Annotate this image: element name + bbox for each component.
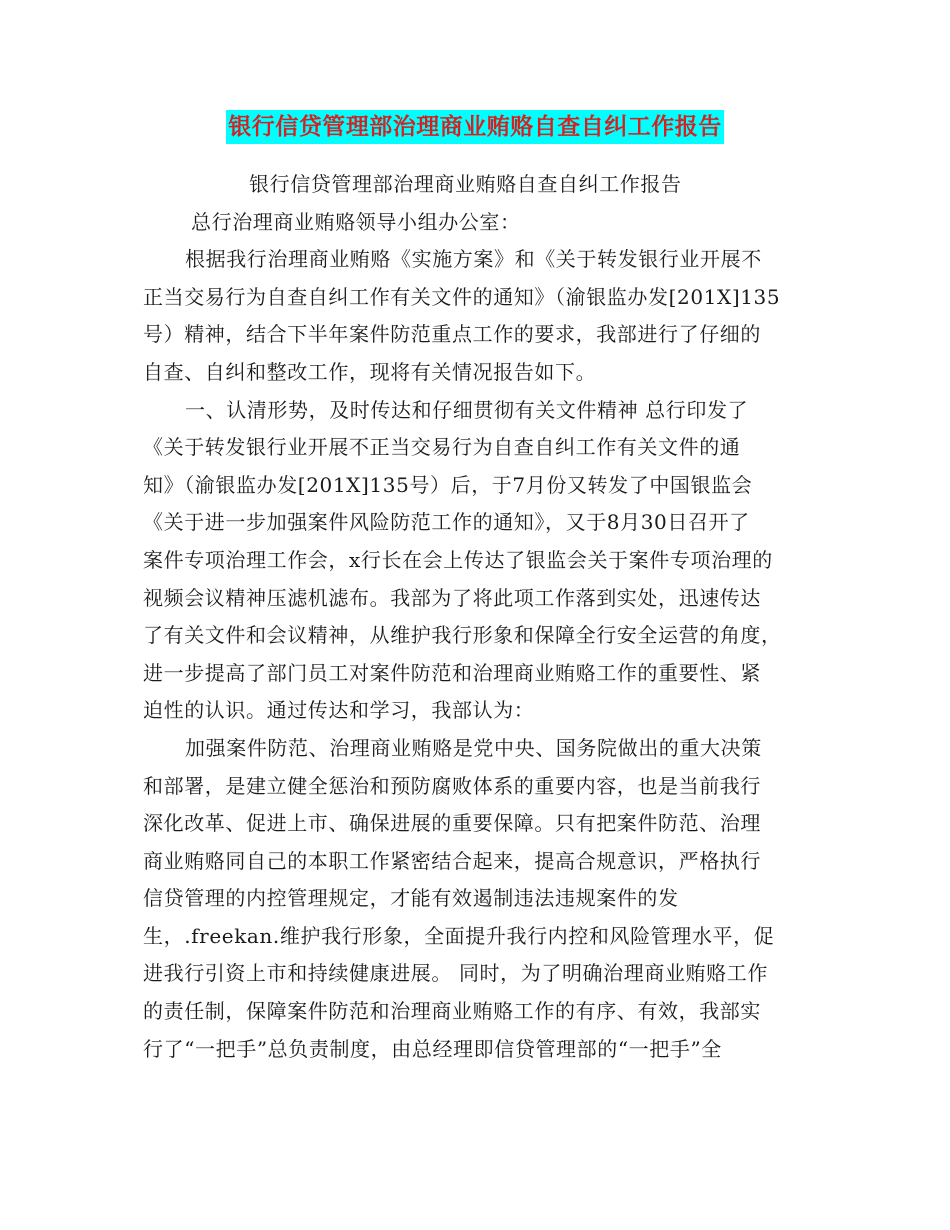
document-title: 银行信贷管理部治理商业贿赂自查自纠工作报告	[226, 110, 724, 144]
paragraph-line: 生，.freekan.维护我行形象，全面提升我行内控和风险管理水平，促	[143, 923, 775, 948]
paragraph-line: 迫性的认识。通过传达和学习，我部认为：	[143, 698, 535, 723]
paragraph-line: 知》（渝银监办发[201X]135号）后，于7月份又转发了中国银监会	[143, 472, 753, 497]
paragraph-line: 案件专项治理工作会，x行长在会上传达了银监会关于案件专项治理的	[143, 547, 773, 572]
paragraph-line: 深化改革、促进上市、确保进展的重要保障。只有把案件防范、治理	[143, 811, 761, 836]
paragraph-line: 根据我行治理商业贿赂《实施方案》和《关于转发银行业开展不	[185, 247, 762, 272]
paragraph-line: 商业贿赂同自己的本职工作紧密结合起来，提高合规意识，严格执行	[143, 848, 761, 873]
subtitle-line: 银行信贷管理部治理商业贿赂自查自纠工作报告	[249, 172, 682, 196]
paragraph-line: 视频会议精神压滤机滤布。我部为了将此项工作落到实处，迅速传达	[143, 585, 761, 610]
paragraph-line: 进一步提高了部门员工对案件防范和治理商业贿赂工作的重要性、紧	[143, 660, 761, 685]
paragraph-line: 了有关文件和会议精神，从维护我行形象和保障全行安全运营的角度，	[143, 623, 782, 648]
paragraph-line: 自查、自纠和整改工作，现将有关情况报告如下。	[143, 359, 597, 384]
paragraph-line: 信贷管理的内控管理规定，才能有效遏制违法违规案件的发	[143, 886, 679, 911]
paragraph-line: 和部署，是建立健全惩治和预防腐败体系的重要内容，也是当前我行	[143, 773, 761, 798]
paragraph-line: 加强案件防范、治理商业贿赂是党中央、国务院做出的重大决策	[185, 735, 762, 760]
title-container	[0, 110, 950, 144]
paragraph-line: 正当交易行为自查自纠工作有关文件的通知》（渝银监办发[201X]135	[143, 284, 781, 309]
paragraph-line: 号）精神，结合下半年案件防范重点工作的要求，我部进行了仔细的	[143, 322, 761, 347]
paragraph-line: 一、认清形势，及时传达和仔细贯彻有关文件精神 总行印发了	[185, 397, 749, 422]
paragraph-line: 的责任制，保障案件防范和治理商业贿赂工作的有序、有效，我部实	[143, 999, 761, 1024]
paragraph-line: 《关于转发银行业开展不正当交易行为自查自纠工作有关文件的通	[143, 435, 741, 460]
paragraph-line: 进我行引资上市和持续健康进展。 同时，为了明确治理商业贿赂工作	[143, 961, 768, 986]
paragraph-line: 行了“一把手”总负责制度，由总经理即信贷管理部的“一把手”全	[143, 1036, 722, 1061]
paragraph-line: 《关于进一步加强案件风险防范工作的通知》，又于8月30日召开了	[143, 510, 750, 535]
document-body	[143, 166, 808, 1068]
addressee-line: 总行治理商业贿赂领导小组办公室：	[191, 209, 521, 234]
